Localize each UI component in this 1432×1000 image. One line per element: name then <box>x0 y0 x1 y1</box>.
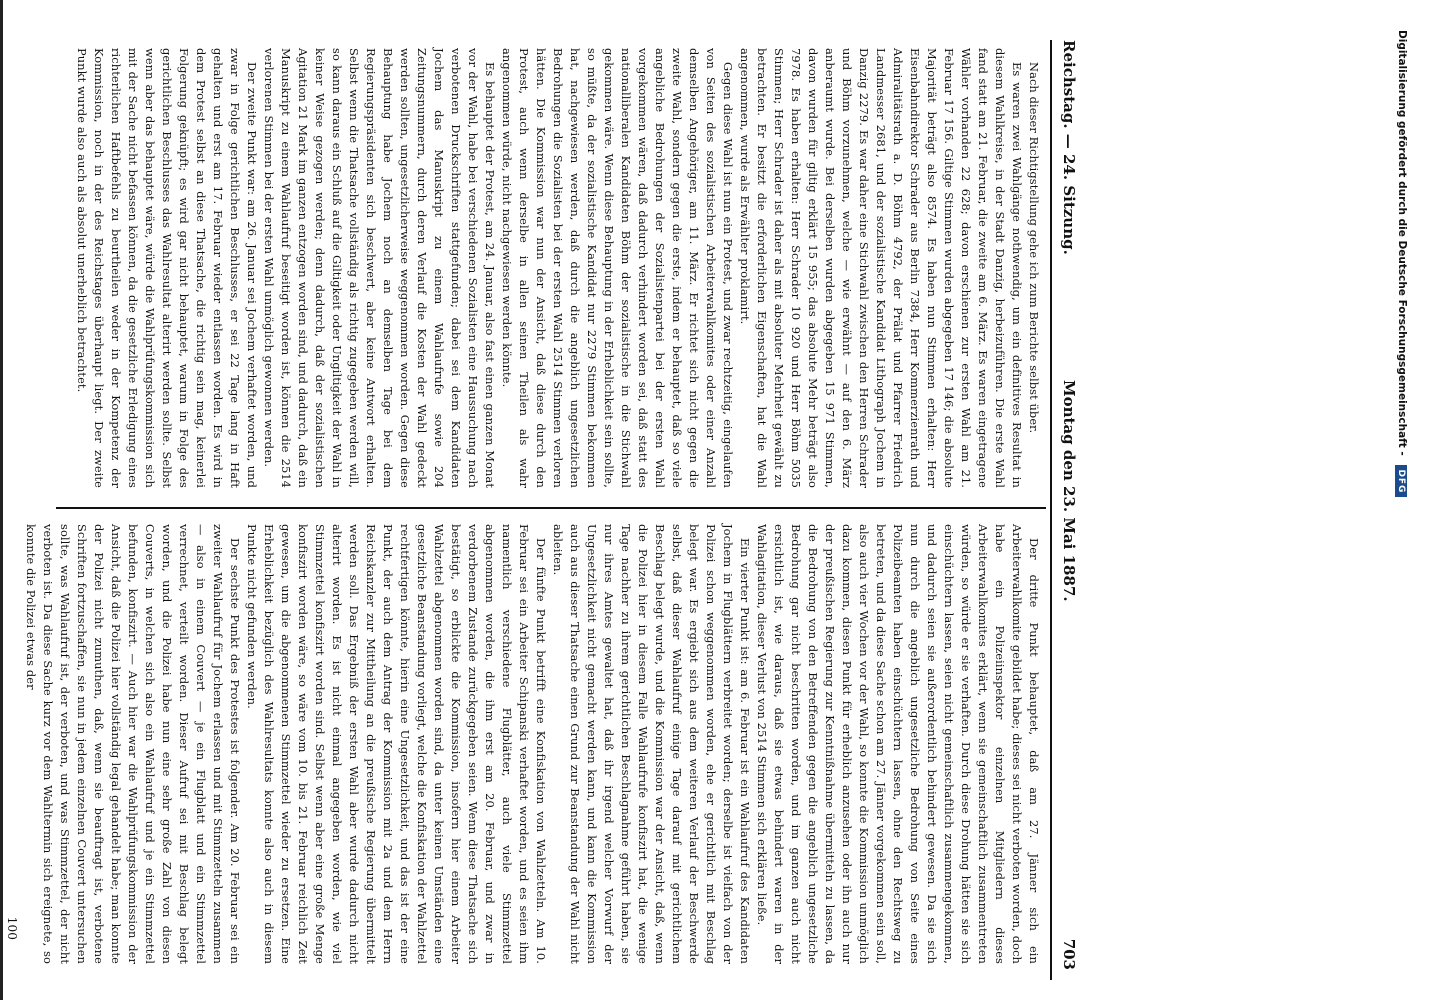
paragraph: Es behauptet der Protest, am 24. Januar, also fast einen ganzen Monat vor der Wahl, habe bei verschiedenen Sozialisten eine Haussuchung nach verbotenen Druckschriften stattgefunden; dabei sei dem Kandidaten Jochem das Manuskript zu einem Wahlaufrufe sowie 204 Zeitungsnummern, durch deren Verlauf die Kosten der Wahl gedeckt werden sollten, ungesetzlicherweise weggenommen worden. Gegen diese Behauptung habe Jochem noch an demselben Tage bei dem Regierungspräsidenten sich beschwert, aber keine Antwort erhalten. Selbst wenn die Thatsache vollständig als richtig zugegeben werden will, so kann daraus ein Schluß auf die Giltigkeit oder Ungiltigkeit der Wahl in keiner Weise gezogen werden; denn dadurch, daß der sozialistischen Agitation 21 Mark im ganzen entzogen worden sind, und dadurch, daß ein Manuskript zu einem Wahlaufruf beseitigt worden ist, können die 2514 verlorenen Stimmen bei der ersten Wahl unmöglich gewonnen werden. <box>262 48 497 488</box>
page-header <box>1056 40 1078 980</box>
column-page-mark: 100 <box>5 916 19 940</box>
rotated-newspaper-page <box>5 40 1090 980</box>
digitization-credit <box>1388 30 1408 630</box>
paragraph: Es waren zwei Wahlgänge nothwendig, um ein definitives Resultat in diesem Wahlkreise, in der Stadt Danzig, herbeizuführen. Die erste Wahl fand statt am 21. Februar, die zweite am 6. März. Es waren eingetragene Wähler vorhanden 22 628; davon erschienen zur ersten Wahl am 21. Februar 17 156. Giltige Stimmen wurden abgegeben 17 146; die absolute Majorität beträgt also 8574. Es haben nun Stimmen erhalten: Herr Eisenbahndirektor Schrader aus Berlin 7384, Herr Kommerzienrath und Admiralitätsrath a. D. Böhm 4792, der Prälat und Pfarrer Friedrich Landmesser 2681, und der sozialistische Kandidat Lithograph Jochem in Danzig 2279. Es war daher eine Stichwahl zwischen den Herren Schrader und Böhm vorzunehmen, welche — wie erwähnt — auf den 6. März anberaumt wurde. Bei derselben wurden abgegeben 15 971 Stimmen, davon wurden für giltig erklärt 15 955; das absolute Mehr beträgt also 7978. Es haben erhalten: Herr Schrader 10 920 und Herr Böhm 5035 Stimmen; Herr Schrader ist daher als mit absoluter Mehrheit gewählt zu betrachten. Er besitzt die erforderlichen Eigenschaften, hat die Wahl angenommen, wurde als Erwählter proklamirt. <box>738 48 1024 488</box>
paragraph: Nach dieser Richtigstellung gehe ich zum Berichte selbst über. <box>1027 62 1041 434</box>
credit-text: Digitalisierung gefördert durch die Deutsche Forschungsgemeinschaft - <box>1396 30 1408 456</box>
header-session-title: Reichstag. — 24. Sitzung. <box>1060 40 1078 255</box>
header-page-number: 703 <box>1060 938 1078 970</box>
paragraph: Der dritte Punkt behauptet, daß am 27. Jänner sich ein Arbeiterwahlkomite gebildet habe; dieses sei nicht verboten worden, doch habe ein Polizeiinspektor einzelnen Mitgliedern dieses Arbeiterwahlkomites erklärt, wenn sie gemeinschaftlich zusammentreten würden, so würde er sie verhaften. Durch diese Drohung hätten sie sich einschüchtern lassen, seien nicht gemeinschaftlich zusammengekommen, und dadurch seien sie außerordentlich behindert gewesen. Da sie sich nun durch die angeblich ungesetzliche Bedrohung von Seite eines Polizeibeamten haben einschüchtern lassen, ohne den Rechtsweg zu betreten, und da diese Sache schon am 27. Jänner vorgekommen sein soll, also auch vier Wochen vor der Wahl, so konnte die Kommission unmöglich dazu kommen, diesen Punkt für erheblich anzusehen oder ihn auch nur der preußischen Regierung zur Kenntnißnahme übermitteln zu lassen, da die Bedrohung von den Betreffenden gegen die angeblich ungesetzliche Bedrohung gar nicht beschritten worden, und im ganzen auch nicht ersichtlich ist, wie daraus, daß sie etwas behindert waren in der Wahlagitation, dieser Verlust von 2514 Stimmen sich erklären ließe. <box>755 524 1041 964</box>
paragraph: Ein vierter Punkt ist: am 6. Februar ist ein Wahlaufruf des Kandidaten Jochem in Flugblättern verbreitet worden; derselbe ist vielfach von der Polizei schon weggenommen worden, ehe er gerichtlich mit Beschlag belegt war. Es ergiebt sich aus dem weiteren Verlauf der Beschwerde selbst, daß dieser Wahlaufruf einige Tage darauf mit gerichtlichem Beschlag belegt wurde, und die Kommission war der Ansicht, daß, wenn die Polizei hier in diesem Falle Wahlaufrufe konfiszirt hat, die wenige Tage nachher zu ihrem gerichtlichen Beschlagnahme geführt haben, sie nur ihres Amtes gewaltet hat, daß ihr irgend welcher Vorwurf der Ungesetzlichkeit nicht gemacht werden kann, und kann die Kommission auch aus dieser Thatsache einen Grund zur Beanstandung der Wahl nicht ableiten. <box>551 524 752 964</box>
paragraph: Der zweite Punkt war: am 26. Januar sei Jochem verhaftet worden, und zwar in Folge gerichtlichen Beschlusses, er sei 22 Tage lang in Haft gehalten und erst am 17. Februar wieder entlassen worden. Es wird in dem Protest selbst an diese Thatsache, die richtig sein mag, keinerlei Folgerung geknüpft; es wird gar nicht behauptet, warum in Folge des gerichtlichen Beschlusses das Wahlresultat alterirt werden sollte. Selbst wenn aber das behauptet wäre, würde die Wahlprüfungskommission sich mit der Sache nicht befassen können, da die gesetzliche Erledigung eines richterlichen Haftbefehls zu beurtheilen weder in der Kompetenz der Kommission, noch in der des Reichstages überhaupt liegt. Der zweite Punkt wurde also auch als absolut unerheblich betrachtet. <box>75 48 259 488</box>
paragraph: Gegen diese Wahl ist nun ein Protest, und zwar rechtzeitig, eingelaufen von Seiten des sozialistischen Arbeiterwahlkomites oder einer Anzahl demselben Angehöriger, am 11. März. Er richtet sich nicht gegen die zweite Wahl, sondern gegen die erste, indem er behauptet, daß so viele angebliche Bedrohungen der Sozialistenpartei bei der ersten Wahl vorgekommen wären, daß dadurch verhindert worden sei, daß statt des nationalliberalen Kandidaten Böhm der sozialistische in die Stichwahl gekommen wäre. Wenn diese Behauptung in der Erheblichkeit sein sollte, so müßte, da der sozialistische Kandidat nur 2279 Stimmen bekommen hat, nachgewiesen werden, daß durch die angeblich ungesetzlichen Bedrohungen die Sozialisten bei der ersten Wahl 2514 Stimmen verloren hätten. Die Kommission war nun der Ansicht, daß diese durch den Protest, auch wenn derselbe in allen seinen Theilen als wahr angenommen würde, nicht nachgewiesen werden könnte. <box>500 48 735 488</box>
paragraph: Der fünfte Punkt betrifft eine Konfiskation von Wahlzetteln. Am 10. Februar sei ein Arbeiter Schipanski verhaftet worden, und es seien ihm namentlich verschiedene Flugblätter, auch viele Stimmzettel abgenommen worden, die ihm erst am 20. Februar, und zwar in verdorbenem Zustande zurückgegeben seien. Wenn diese Thatsache sich bestätigt, so erblickte die Kommission, insofern hier einem Arbeiter Wahlzettel abgenommen worden sind, da unter keinen Umständen eine gesetzliche Beanstandung vorliegt, welche die Konfiskation der Wahlzettel rechtfertigen könnte, hierin eine Ungesetzlichkeit, und das ist der eine Punkt, der auch dem Antrag der Kommission mit 2a und dem Herrn Reichskanzler zur Mittheilung an die preußische Regierung übermittelt werden soll. Das Ergebniß der ersten Wahl aber wurde dadurch nicht alterirt worden. Es ist nicht einmal angegeben worden, wie viel Stimmzettel konfiszirt worden sind. Selbst wenn aber eine große Menge konfiszirt worden wäre, so wäre vom 10. bis 21. Februar reichlich Zeit gewesen, um die abgenommenen Stimmzettel wieder zu ersetzen. Eine Erheblichkeit bezüglich des Wahlresultats konnte also auch in diesem Punkte nicht gefunden werden. <box>245 524 548 964</box>
paragraph: Der sechste Punkt des Protestes ist folgender. Am 20. Februar sei ein zweiter Wahlaufruf für Jochem erlassen und mit Stimmzetteln zusammen — also in einem Couvert — je ein Flugblatt und ein Stimmzettel verrechnet, verteilt worden. Dieser Aufruf sei mit Beschlag belegt worden, und die Polizei habe nun eine sehr große Zahl von diesen Couverts, in welchen sich also ein Wahlaufruf und je ein Stimmzettel befunden, konfiszirt. — Auch hier war die Wahlprüfungskommission der Ansicht, daß die Polizei hier vollständig legal gehandelt habe; man konnte der Polizei nicht zumuthen, daß, wenn sie beauftragt ist, verbotene Schriften fortzuschaffen, sie nun in jedem einzelnen Couvert untersuchen sollte, was Wahlaufruf ist, der verboten, und was Stimmzettel, der nicht verboten ist. Da diese Sache kurz vor dem Wahltermin sich ereignete, so konnte die Polizei etwas der <box>24 524 242 964</box>
header-date: Montag den 23. Mai 1887. <box>1060 380 1078 602</box>
left-text-column <box>62 48 1042 488</box>
column-divider <box>56 507 1046 509</box>
dfg-logo: DFG <box>1395 465 1407 497</box>
header-rule <box>1050 40 1052 980</box>
right-text-column <box>5 524 1042 964</box>
